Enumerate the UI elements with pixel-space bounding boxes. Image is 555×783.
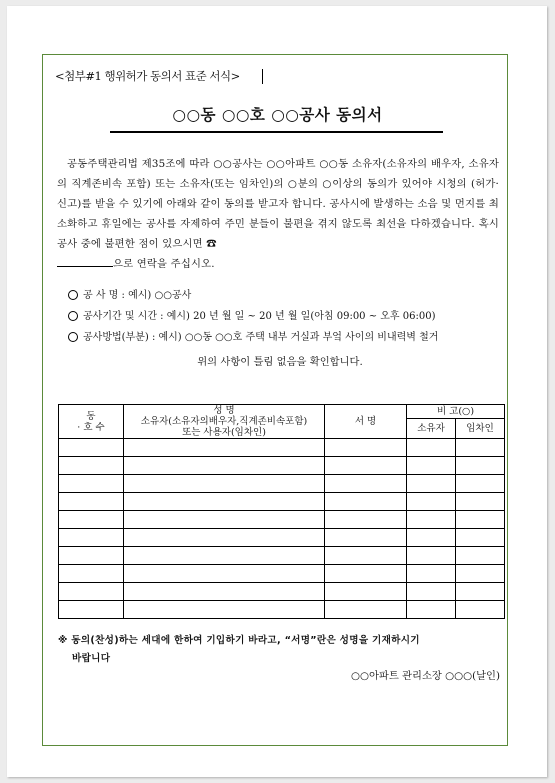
table-row: [59, 565, 505, 583]
instruction-note: [58, 632, 503, 668]
header-tenant: 임차인: [456, 419, 505, 439]
manager-signature: ○○아파트 관리소장 ○○○(날인): [350, 670, 500, 682]
signature-cell[interactable]: [325, 601, 407, 619]
table-row: [59, 547, 505, 565]
owner-check-cell[interactable]: [407, 529, 456, 547]
work-method-text: 공사방법(부분) : 예시) ○○동 ○○호 주택 내부 거실과 부엌 사이의 비내력벽 철거: [83, 332, 439, 343]
note-line2: 바랍니다: [72, 653, 111, 664]
name-cell[interactable]: [124, 529, 325, 547]
header-unit-line2: · 호 수: [77, 421, 105, 433]
owner-check-cell[interactable]: [407, 583, 456, 601]
tenant-check-cell[interactable]: [456, 475, 505, 493]
table-row: [59, 601, 505, 619]
tenant-check-cell[interactable]: [456, 493, 505, 511]
name-cell[interactable]: [124, 475, 325, 493]
table-row: [59, 511, 505, 529]
tenant-check-cell[interactable]: [456, 547, 505, 565]
owner-check-cell[interactable]: [407, 439, 456, 457]
list-item-work-name: [68, 285, 503, 306]
name-cell[interactable]: [124, 547, 325, 565]
body-main-text: 공동주택관리법 제35조에 따라 ○○공사는 ○○아파트 ○○동 소유자(소유자의 배우자, 소유자의 직계존비속 포함) 또는 소유자(또는 임차인)의 ○분의 ○이상의 동의가 있어야 시청의 (허가·신고)를 받을 수 있기에 아래와 같이 동의를 받고자 합니다. 공사시에 발생하는 소음 및 먼지를 최소화하고 휴일에는 공사를 자제하여 주민 분들이 불편을 겪지 않도록 최선을 다하겠습니다. 혹시 공사 중에 불편한 점이 있으시면 ☎: [57, 158, 499, 250]
unit-cell[interactable]: [59, 475, 124, 493]
tenant-check-cell[interactable]: [456, 565, 505, 583]
signature-table: [58, 404, 505, 619]
header-unit-line1: 동: [86, 410, 96, 422]
unit-cell[interactable]: [59, 547, 124, 565]
unit-cell[interactable]: [59, 529, 124, 547]
circle-bullet-icon: [68, 311, 78, 321]
work-details-list: [68, 285, 503, 348]
unit-cell[interactable]: [59, 493, 124, 511]
list-item-work-method: [68, 327, 503, 348]
name-cell[interactable]: [124, 493, 325, 511]
table-row: [59, 475, 505, 493]
tenant-check-cell[interactable]: [456, 601, 505, 619]
owner-check-cell[interactable]: [407, 565, 456, 583]
consent-body-text: [57, 154, 499, 274]
name-cell[interactable]: [124, 457, 325, 475]
tenant-check-cell[interactable]: [456, 457, 505, 475]
title-underline: [110, 131, 443, 133]
name-cell[interactable]: [124, 565, 325, 583]
unit-cell[interactable]: [59, 583, 124, 601]
table-row: [59, 583, 505, 601]
header-unit-number: [59, 405, 124, 439]
header-owner: 소유자: [407, 419, 456, 439]
tenant-check-cell[interactable]: [456, 511, 505, 529]
signature-cell[interactable]: [325, 511, 407, 529]
circle-bullet-icon: [68, 290, 78, 300]
confirmation-text: 위의 사항이 틀림 없음을 확인합니다.: [197, 356, 363, 368]
signature-cell[interactable]: [325, 565, 407, 583]
circle-bullet-icon: [68, 332, 78, 342]
work-period-text: 공사기간 및 시간 : 예시) 20 년 월 일 ~ 20 년 월 일(아침 09:00 ~ 오후 06:00): [83, 311, 436, 322]
unit-cell[interactable]: [59, 439, 124, 457]
header-name-line1: 성 명: [213, 405, 235, 416]
unit-cell[interactable]: [59, 601, 124, 619]
work-name-text: 공 사 명 : 예시) ○○공사: [83, 290, 192, 301]
contact-suffix: 으로 연락을 주십시오.: [113, 258, 215, 270]
signature-cell[interactable]: [325, 439, 407, 457]
table-row: [59, 493, 505, 511]
name-cell[interactable]: [124, 439, 325, 457]
table-row: [59, 529, 505, 547]
note-line1: ※ 동의(찬성)하는 세대에 한하여 기입하기 바라고, “서명”란은 성명을 기재하시기: [58, 635, 420, 646]
name-cell[interactable]: [124, 511, 325, 529]
document-title: ○○동 ○○호 ○○공사 동의서: [172, 106, 383, 124]
owner-check-cell[interactable]: [407, 601, 456, 619]
signature-rows: [59, 439, 505, 619]
unit-cell[interactable]: [59, 511, 124, 529]
header-signature: 서 명: [325, 405, 407, 439]
attachment-label: <첨부#1 행위허가 동의서 표준 서식>: [55, 69, 240, 83]
owner-check-cell[interactable]: [407, 547, 456, 565]
phone-blank-line[interactable]: [57, 255, 113, 267]
owner-check-cell[interactable]: [407, 475, 456, 493]
table-row: [59, 439, 505, 457]
owner-check-cell[interactable]: [407, 457, 456, 475]
signature-cell[interactable]: [325, 475, 407, 493]
text-cursor: [262, 69, 263, 84]
header-name-line3: 또는 사용자(임차인): [182, 427, 266, 438]
owner-check-cell[interactable]: [407, 511, 456, 529]
signature-cell[interactable]: [325, 529, 407, 547]
header-name-line2: 소유자(소유자의배우자,직계존비속포함): [140, 416, 308, 427]
signature-cell[interactable]: [325, 547, 407, 565]
unit-cell[interactable]: [59, 565, 124, 583]
table-row: [59, 457, 505, 475]
unit-cell[interactable]: [59, 457, 124, 475]
owner-check-cell[interactable]: [407, 493, 456, 511]
header-remarks: 비 고(○): [407, 405, 505, 419]
signature-cell[interactable]: [325, 457, 407, 475]
list-item-work-period: [68, 306, 503, 327]
header-name: [124, 405, 325, 439]
signature-cell[interactable]: [325, 583, 407, 601]
tenant-check-cell[interactable]: [456, 529, 505, 547]
signature-cell[interactable]: [325, 493, 407, 511]
name-cell[interactable]: [124, 583, 325, 601]
tenant-check-cell[interactable]: [456, 439, 505, 457]
name-cell[interactable]: [124, 601, 325, 619]
tenant-check-cell[interactable]: [456, 583, 505, 601]
